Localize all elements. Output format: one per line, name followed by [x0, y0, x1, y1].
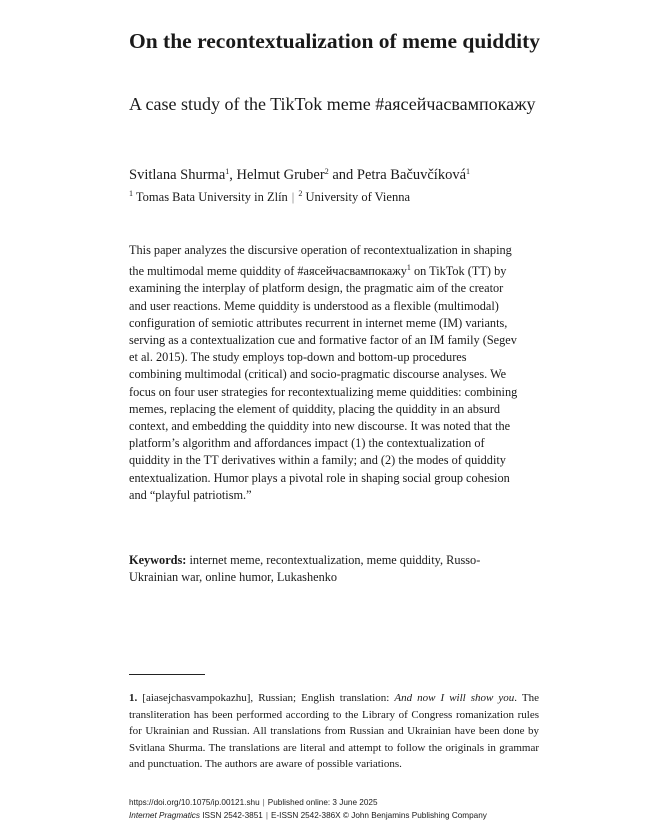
keywords	[129, 552, 529, 586]
author-list	[129, 163, 579, 184]
keywords-label: Keywords:	[129, 553, 187, 567]
article-title: On the recontextualization of meme quiddity	[129, 29, 541, 53]
article-subtitle: A case study of the TikTok meme #аясейчасвампокажу	[129, 94, 536, 114]
author-name: Petra Bačuvčíková	[356, 167, 467, 183]
author-name: Svitlana Shurma	[129, 167, 226, 183]
affiliation-separator: |	[291, 190, 295, 204]
affiliation-mark: 2	[298, 189, 303, 198]
footer-doi-line	[129, 797, 549, 808]
author-name: Helmut Gruber	[236, 167, 325, 183]
footnote-number: 1.	[129, 692, 138, 704]
footer-separator: |	[262, 798, 265, 807]
author-separator: ,	[229, 167, 237, 183]
footnote	[129, 690, 539, 773]
eissn-value: 2542-386X	[300, 811, 341, 820]
footer-journal-line	[129, 810, 549, 821]
affiliation-mark: 2	[324, 167, 329, 176]
footnote-reference[interactable]: 1	[406, 263, 411, 273]
copyright: © John Benjamins Publishing Company	[342, 811, 487, 820]
published-date: Published online: 3 June 2025	[267, 798, 378, 807]
footnote-text: [aiasejchasvampokazhu], Russian; English translation:	[142, 692, 395, 704]
footnote-translation: And now I will show you	[394, 692, 515, 704]
affiliation-name: University of Vienna	[305, 190, 410, 204]
affiliations	[129, 186, 579, 205]
footnote-text: . The transliteration has been performed according to the Library of Congress romanization rules for Ukrainian and Russian. All translations from Russian and Ukrainian have been done by Svitlana Shurma. The translations are literal and attempt to follow the originals in grammar and punctuation. The authors are aware of possible variations.	[129, 692, 539, 770]
journal-name: Internet Pragmatics	[129, 811, 200, 820]
issn-label: ISSN	[202, 811, 222, 820]
author-conjunction: and	[328, 167, 357, 183]
affiliation-name: Tomas Bata University in Zlín	[135, 190, 288, 204]
footer-separator: |	[265, 811, 268, 820]
abstract-text: on TikTok (TT) by examining the interplay of platform design, the pragmatic aim of the creator and user reactions. Meme quiddity is understood as a flexible (multimodal) configuration of semiotic attributes recurrent in internet meme (IM) variants, serving as a contextualization cue and formative factor of an IM family (Segev et al. 2015). The study employs top-down and bottom-up procedures combining multimodal (critical) and socio-pragmatic discourse analyses. We focus on four user strategies for recontextualizing meme quiddities: combining memes, replacing the element of quiddity, placing the quiddity in an absurd context, and embedding the quiddity into new discourse. It was noted that the platform’s algorithm and affordances impact (1) the contextualization of quiddity in the TT derivatives within a family; and (2) the modes of quiddity entextualization. Humor plays a pivotal role in shaping social group cohesion and “playful patriotism.”	[129, 264, 518, 502]
doi-link[interactable]: https://doi.org/10.1075/ip.00121.shu	[129, 798, 260, 807]
keywords-text: internet meme, recontextualization, meme quiddity, Russo-Ukrainian war, online humor, Lukashenko	[129, 553, 481, 585]
abstract-text: This paper analyzes the discursive operation of recontextualization in shaping the multimodal meme quiddity of #аясейчасвампокажу	[129, 243, 512, 279]
eissn-label: E-ISSN	[270, 811, 299, 820]
abstract	[129, 242, 521, 504]
affiliation-mark: 1	[225, 167, 230, 176]
affiliation-mark: 1	[129, 189, 133, 198]
issn-value: 2542-3851	[223, 811, 263, 820]
footnote-divider	[129, 674, 205, 675]
affiliation-mark: 1	[466, 167, 471, 176]
